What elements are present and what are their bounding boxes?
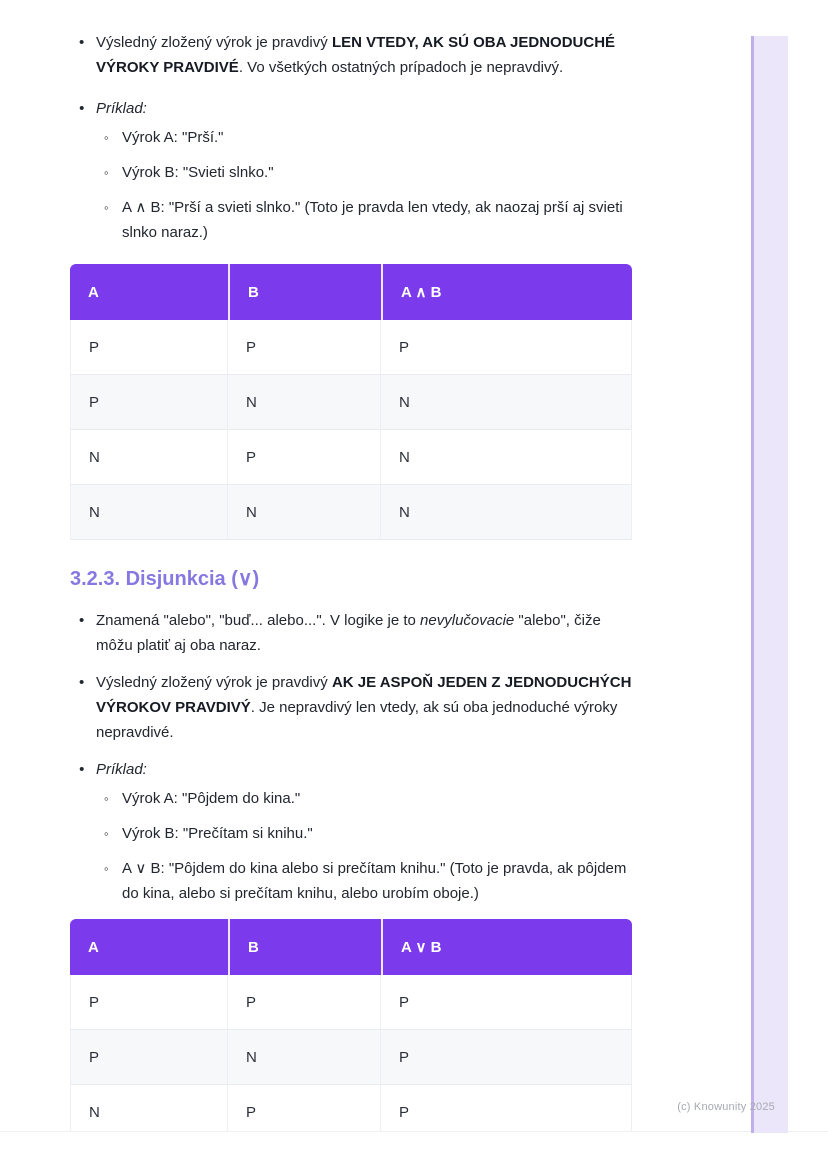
truth-cell: P xyxy=(381,975,632,1030)
truth-cell: P xyxy=(70,375,228,430)
truth-cell: N xyxy=(228,1030,381,1085)
truth-cell: P xyxy=(381,320,632,375)
page-edge-strip xyxy=(751,36,788,1133)
truth-cell: N xyxy=(70,1085,228,1132)
truth-cell: N xyxy=(70,485,228,540)
disjunction-heading: 3.2.3. Disjunkcia (∨) xyxy=(70,568,260,590)
conjunction-example-b: ◦ Výrok B: "Svieti slnko." xyxy=(0,160,633,185)
truth-cell: P xyxy=(381,1030,632,1085)
table-row xyxy=(70,1030,632,1085)
truth-cell: P xyxy=(381,1085,632,1132)
column-header-a: A xyxy=(70,264,228,320)
disjunction-example-b: ◦ Výrok B: "Prečítam si knihu." xyxy=(0,821,633,846)
truth-cell: N xyxy=(381,485,632,540)
conjunction-rule-pre: Výsledný zložený výrok je pravdivý xyxy=(96,34,332,51)
disjunction-rule-post: . Je nepravdivý len vtedy, ak sú oba jednoduché výroky nepravdivé. xyxy=(96,699,618,741)
column-header-a-or-b: A ∨ B xyxy=(381,919,632,975)
truth-cell: N xyxy=(228,375,381,430)
column-header-b: B xyxy=(228,264,381,320)
disjunction-example-ab: ◦ A ∨ B: "Pôjdem do kina alebo si prečítam knihu." (Toto je pravda, ak pôjdem do kina, alebo si prečítam knihu, alebo urobím oboje.) xyxy=(0,856,633,906)
conjunction-rule-bold: LEN VTEDY, AK SÚ OBA JEDNODUCHÉ VÝROKY PRAVDIVÉ xyxy=(96,34,616,76)
table-row xyxy=(70,320,632,375)
truth-cell: N xyxy=(381,375,632,430)
disjunction-meaning-italic: nevylučovacie xyxy=(420,612,515,629)
disjunction-example-label: • Príklad: xyxy=(0,757,633,782)
disjunction-truth-table xyxy=(70,919,632,1132)
truth-cell: P xyxy=(228,320,381,375)
truth-cell: P xyxy=(228,430,381,485)
disjunction-meaning-item xyxy=(0,608,633,658)
disjunction-rule-item xyxy=(0,670,633,745)
conjunction-truth-table xyxy=(70,264,632,540)
conjunction-example-label: • Príklad: xyxy=(0,96,633,121)
table-row xyxy=(70,430,632,485)
table-row xyxy=(70,375,632,430)
truth-cell: P xyxy=(70,320,228,375)
column-header-b: B xyxy=(228,919,381,975)
disjunction-meaning-post: "alebo", čiže môžu platiť aj oba naraz. xyxy=(96,612,601,654)
table-header-row xyxy=(70,919,632,975)
column-header-a: A xyxy=(70,919,228,975)
truth-cell: P xyxy=(228,975,381,1030)
truth-cell: N xyxy=(381,430,632,485)
conjunction-rule-post: . Vo všetkých ostatných prípadoch je nepravdivý. xyxy=(238,59,564,76)
truth-cell: P xyxy=(70,975,228,1030)
truth-cell: P xyxy=(70,1030,228,1085)
disjunction-example-a: ◦ Výrok A: "Pôjdem do kina." xyxy=(0,786,633,811)
table-row xyxy=(70,1085,632,1132)
conjunction-example-a: ◦ Výrok A: "Prší." xyxy=(0,125,633,150)
truth-cell: N xyxy=(228,485,381,540)
truth-cell: N xyxy=(70,430,228,485)
disjunction-meaning-pre: Znamená "alebo", "buď... alebo...". V logike je to xyxy=(96,612,421,629)
column-header-a-and-b: A ∧ B xyxy=(381,264,632,320)
disjunction-rule-bold: AK JE ASPOŇ JEDEN Z JEDNODUCHÝCH VÝROKOV PRAVDIVÝ xyxy=(96,674,632,716)
table-row xyxy=(70,485,632,540)
conjunction-example-ab: ◦ A ∧ B: "Prší a svieti slnko." (Toto je pravda len vtedy, ak naozaj prší aj svieti slnko naraz.) xyxy=(0,195,633,245)
conjunction-rule-item xyxy=(0,30,633,80)
watermark-text: (c) Knowunity 2025 xyxy=(677,1101,775,1113)
disjunction-rule-pre: Výsledný zložený výrok je pravdivý xyxy=(96,674,332,691)
table-header-row xyxy=(70,264,632,320)
truth-cell: P xyxy=(228,1085,381,1132)
table-row xyxy=(70,975,632,1030)
